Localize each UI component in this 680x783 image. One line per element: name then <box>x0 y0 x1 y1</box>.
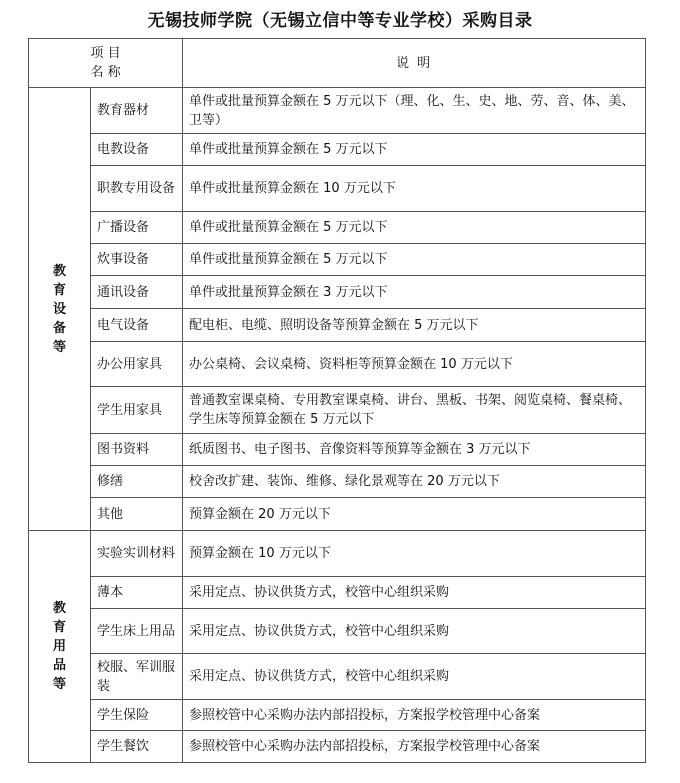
category-char: 教 <box>52 601 66 616</box>
table-row <box>29 276 646 309</box>
table-row <box>29 134 646 166</box>
item-description: 单件或批量预算金额在 5 万元以下 <box>183 134 646 166</box>
table-row <box>29 531 646 577</box>
item-name: 校服、军训服装 <box>91 654 183 700</box>
item-description: 普通教室课桌椅、专用教室课桌椅、讲台、黑板、书架、阅览桌椅、餐桌椅、学生床等预算金额在 5 万元以下 <box>183 387 646 434</box>
table-row <box>29 342 646 387</box>
item-name: 学生保险 <box>91 700 183 731</box>
item-description: 单件或批量预算金额在 5 万元以下 <box>183 212 646 244</box>
category-cell-equipment <box>29 88 91 531</box>
header-name-label: 名 称 <box>90 65 121 80</box>
header-description-cell: 说 明 <box>183 39 646 88</box>
table-row <box>29 577 646 609</box>
category-char: 备 <box>52 320 66 336</box>
table-row <box>29 166 646 212</box>
table-row <box>29 387 646 434</box>
item-description: 参照校管中心采购办法内部招投标，方案报学校管理中心备案 <box>183 731 646 763</box>
category-cell-supplies <box>29 531 91 763</box>
item-description: 单件或批量预算金额在 5 万元以下（理、化、生、史、地、劳、音、体、美、卫等） <box>183 88 646 134</box>
category-char: 育 <box>52 282 66 298</box>
item-name: 学生床上用品 <box>91 609 183 654</box>
header-item-label: 项 目 <box>90 46 121 61</box>
item-name: 图书资料 <box>91 434 183 466</box>
item-name: 炊事设备 <box>91 244 183 276</box>
table-row <box>29 700 646 731</box>
item-name: 通讯设备 <box>91 276 183 309</box>
item-name: 学生餐饮 <box>91 731 183 763</box>
item-description: 采用定点、协议供货方式，校管中心组织采购 <box>183 609 646 654</box>
item-name: 教育器材 <box>91 88 183 134</box>
table-row <box>29 212 646 244</box>
table-row <box>29 466 646 498</box>
table-row <box>29 609 646 654</box>
item-description: 校舍改扩建、装饰、维修、绿化景观等在 20 万元以下 <box>183 466 646 498</box>
item-name: 广播设备 <box>91 212 183 244</box>
category-char: 品 <box>52 658 66 673</box>
item-description: 单件或批量预算金额在 10 万元以下 <box>183 166 646 212</box>
item-name: 职教专用设备 <box>91 166 183 212</box>
item-name: 电教设备 <box>91 134 183 166</box>
item-description: 单件或批量预算金额在 5 万元以下 <box>183 244 646 276</box>
item-name: 办公用家具 <box>91 342 183 387</box>
item-description: 单件或批量预算金额在 3 万元以下 <box>183 276 646 309</box>
procurement-table <box>28 38 646 763</box>
table-row <box>29 88 646 134</box>
item-name: 其他 <box>91 498 183 531</box>
item-name: 电气设备 <box>91 309 183 342</box>
item-description: 采用定点、协议供货方式，校管中心组织采购 <box>183 654 646 700</box>
category-char: 育 <box>52 620 66 635</box>
category-char: 用 <box>52 639 66 654</box>
header-item-name-cell <box>29 39 183 88</box>
category-char: 教 <box>52 263 66 279</box>
table-row <box>29 434 646 466</box>
table-row <box>29 731 646 763</box>
table-row <box>29 654 646 700</box>
table-row <box>29 309 646 342</box>
item-description: 预算金额在 20 万元以下 <box>183 498 646 531</box>
document-title: 无锡技师学院（无锡立信中等专业学校）采购目录 <box>147 11 533 31</box>
item-description: 参照校管中心采购办法内部招投标，方案报学校管理中心备案 <box>183 700 646 731</box>
category-char: 等 <box>52 339 66 355</box>
table-row <box>29 244 646 276</box>
item-description: 预算金额在 10 万元以下 <box>183 531 646 577</box>
item-description: 办公桌椅、会议桌椅、资料柜等预算金额在 10 万元以下 <box>183 342 646 387</box>
category-char: 等 <box>52 677 66 692</box>
table-header-row <box>29 39 646 88</box>
item-name: 修缮 <box>91 466 183 498</box>
item-description: 配电柜、电缆、照明设备等预算金额在 5 万元以下 <box>183 309 646 342</box>
item-name: 实验实训材料 <box>91 531 183 577</box>
category-char: 设 <box>52 301 66 317</box>
item-description: 采用定点、协议供货方式，校管中心组织采购 <box>183 577 646 609</box>
item-name: 薄本 <box>91 577 183 609</box>
table-row <box>29 498 646 531</box>
item-description: 纸质图书、电子图书、音像资料等预算等金额在 3 万元以下 <box>183 434 646 466</box>
item-name: 学生用家具 <box>91 387 183 434</box>
